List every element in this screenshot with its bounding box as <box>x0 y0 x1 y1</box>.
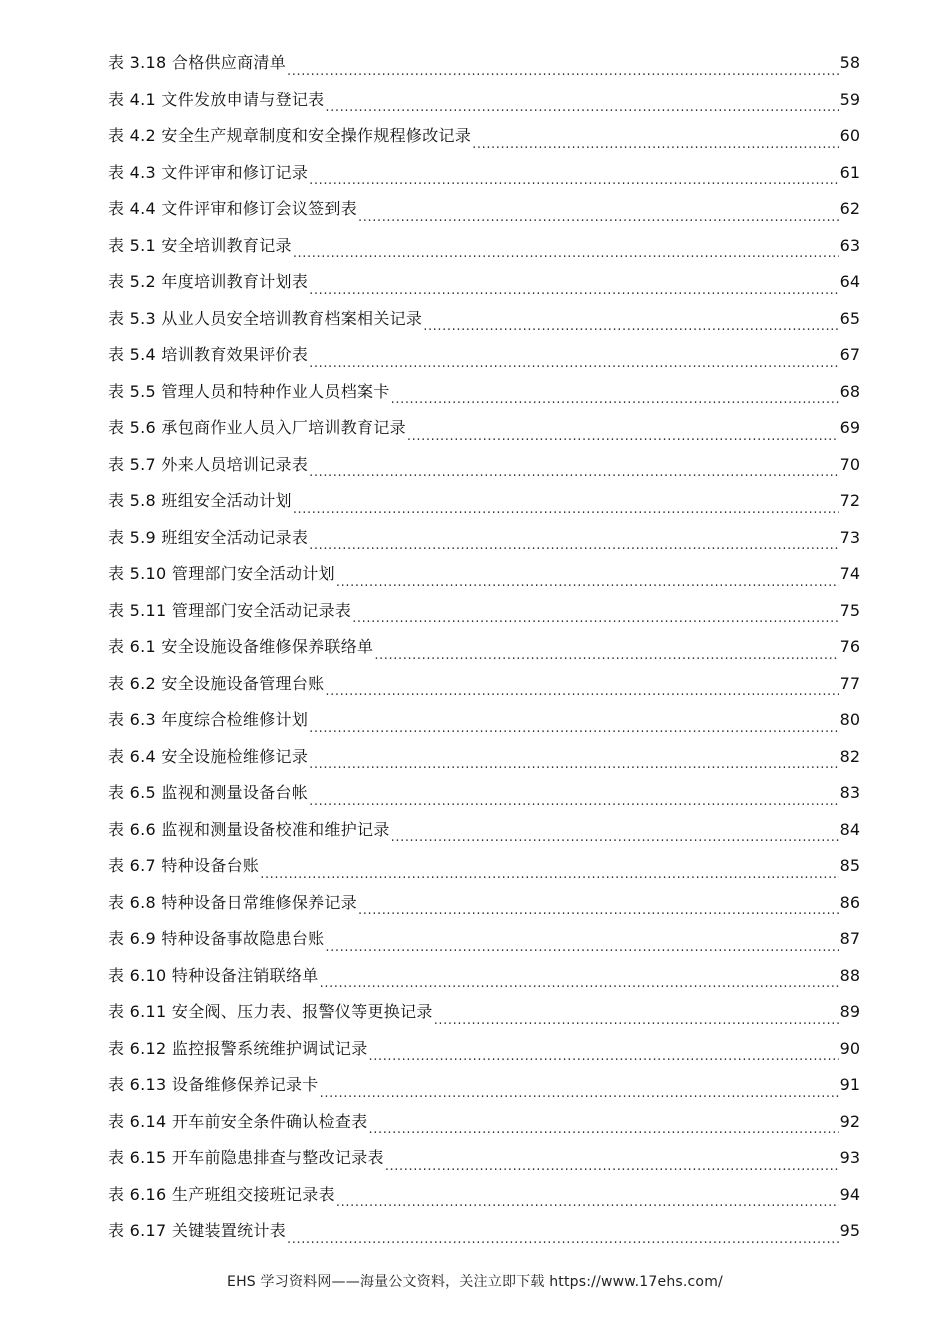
dot-leader <box>287 1213 839 1250</box>
dot-leader <box>325 921 838 958</box>
toc-page-number: 74 <box>839 564 860 583</box>
toc-entry-title: 表 6.6 监视和测量设备校准和维护记录 <box>108 819 390 839</box>
toc-page-number: 84 <box>839 819 860 839</box>
dot-leader <box>309 155 839 192</box>
toc-page-number: 77 <box>839 673 860 693</box>
toc-entry[interactable] <box>108 921 860 958</box>
toc-page-number: 82 <box>839 746 860 766</box>
toc-entry-title: 表 5.7 外来人员培训记录表 <box>108 454 309 474</box>
toc-entry[interactable] <box>108 958 860 995</box>
dot-leader <box>369 1031 839 1068</box>
dot-leader <box>358 885 839 922</box>
toc-entry-title: 表 4.2 安全生产规章制度和安全操作规程修改记录 <box>108 126 472 145</box>
dot-leader <box>309 702 839 739</box>
dot-leader <box>423 301 838 338</box>
toc-entry[interactable] <box>108 374 860 411</box>
toc-page-number: 92 <box>839 1111 860 1131</box>
toc-entry-title: 表 6.11 安全阀、压力表、报警仪等更换记录 <box>108 1002 433 1021</box>
toc-entry[interactable] <box>108 337 860 374</box>
toc-entry-title: 表 6.12 监控报警系统维护调试记录 <box>108 1038 368 1058</box>
toc-entry[interactable] <box>108 520 860 557</box>
toc-page-number: 70 <box>839 454 860 474</box>
toc-entry-title: 表 6.4 安全设施检维修记录 <box>108 746 309 766</box>
toc-page-number: 69 <box>839 418 860 437</box>
toc-entry-title: 表 6.2 安全设施设备管理台账 <box>108 673 325 693</box>
toc-page-number: 75 <box>839 600 860 620</box>
toc-entry[interactable] <box>108 410 860 447</box>
toc-page-number: 95 <box>839 1221 860 1240</box>
dot-leader <box>336 556 839 593</box>
toc-page-number: 89 <box>839 1002 860 1021</box>
toc-entry-title: 表 5.2 年度培训教育计划表 <box>108 272 309 291</box>
toc-page-number: 64 <box>839 272 860 291</box>
toc-page-number: 73 <box>839 527 860 547</box>
toc-entry[interactable] <box>108 629 860 666</box>
dot-leader <box>309 739 839 776</box>
toc-page-number: 76 <box>839 637 860 656</box>
toc-page-number: 67 <box>839 345 860 364</box>
dot-leader <box>407 410 839 447</box>
toc-page-number: 58 <box>839 53 860 72</box>
toc-page-number: 90 <box>839 1038 860 1058</box>
toc-entry[interactable] <box>108 45 860 82</box>
dot-leader <box>309 447 839 484</box>
toc-entry-title: 表 6.14 开车前安全条件确认检查表 <box>108 1111 368 1131</box>
toc-entry-title: 表 5.6 承包商作业人员入厂培训教育记录 <box>108 418 406 437</box>
toc-page-number: 87 <box>839 929 860 948</box>
toc-entry[interactable] <box>108 264 860 301</box>
toc-page-number: 62 <box>839 199 860 218</box>
toc-entry[interactable] <box>108 118 860 155</box>
dot-leader <box>391 374 839 411</box>
dot-leader <box>309 775 839 812</box>
toc-entry[interactable] <box>108 483 860 520</box>
toc-entry-title: 表 5.5 管理人员和特种作业人员档案卡 <box>108 381 390 401</box>
toc-entry[interactable] <box>108 1213 860 1250</box>
toc-page-number: 72 <box>839 491 860 510</box>
dot-leader <box>293 483 839 520</box>
dot-leader <box>472 118 839 155</box>
toc-page-number: 88 <box>839 965 860 985</box>
dot-leader <box>309 520 839 557</box>
toc-entry-title: 表 3.18 合格供应商清单 <box>108 53 286 72</box>
toc-entry-title: 表 6.3 年度综合检维修计划 <box>108 710 309 729</box>
dot-leader <box>369 1104 839 1141</box>
toc-entry-title: 表 6.9 特种设备事故隐患台账 <box>108 929 325 948</box>
toc-entry[interactable] <box>108 775 860 812</box>
dot-leader <box>374 629 838 666</box>
toc-page-number: 61 <box>839 162 860 182</box>
dot-leader <box>309 337 839 374</box>
toc-entry[interactable] <box>108 1031 860 1068</box>
toc-entry[interactable] <box>108 812 860 849</box>
toc-entry-title: 表 4.3 文件评审和修订记录 <box>108 162 309 182</box>
dot-leader <box>260 848 838 885</box>
toc-entry-title: 表 6.10 特种设备注销联络单 <box>108 965 319 985</box>
toc-entry[interactable] <box>108 848 860 885</box>
toc-entry[interactable] <box>108 1177 860 1214</box>
toc-page-number: 93 <box>839 1148 860 1167</box>
toc-entry-title: 表 6.16 生产班组交接班记录表 <box>108 1184 335 1204</box>
toc-entry[interactable] <box>108 739 860 776</box>
toc-page-number: 65 <box>839 308 860 328</box>
toc-entry-title: 表 6.15 开车前隐患排查与整改记录表 <box>108 1148 384 1167</box>
toc-entry[interactable] <box>108 1140 860 1177</box>
toc-entry[interactable] <box>108 702 860 739</box>
toc-entry-title: 表 5.9 班组安全活动记录表 <box>108 527 309 547</box>
toc-entry-title: 表 6.17 关键装置统计表 <box>108 1221 286 1240</box>
toc-entry-title: 表 6.5 监视和测量设备台帐 <box>108 783 309 802</box>
toc-page-number: 85 <box>839 856 860 875</box>
toc-entry-title: 表 4.4 文件评审和修订会议签到表 <box>108 199 358 218</box>
toc-entry[interactable] <box>108 82 860 119</box>
toc-entry[interactable] <box>108 447 860 484</box>
toc-entry-title: 表 6.7 特种设备台账 <box>108 856 260 875</box>
toc-entry-title: 表 5.4 培训教育效果评价表 <box>108 345 309 364</box>
toc-page-number: 91 <box>839 1075 860 1094</box>
toc-entry[interactable] <box>108 994 860 1031</box>
toc-entry-title: 表 5.10 管理部门安全活动计划 <box>108 564 335 583</box>
toc-page-number: 60 <box>839 126 860 145</box>
dot-leader <box>358 191 839 228</box>
dot-leader <box>325 82 838 119</box>
toc-entry[interactable] <box>108 1104 860 1141</box>
dot-leader <box>336 1177 839 1214</box>
dot-leader <box>287 45 839 82</box>
dot-leader <box>293 228 839 265</box>
toc-entry[interactable] <box>108 1067 860 1104</box>
toc-entry-title: 表 6.8 特种设备日常维修保养记录 <box>108 892 358 912</box>
toc-entry-title: 表 6.13 设备维修保养记录卡 <box>108 1075 319 1094</box>
toc-entry[interactable] <box>108 666 860 703</box>
dot-leader <box>434 994 839 1031</box>
dot-leader <box>385 1140 839 1177</box>
toc-entry-title: 表 5.8 班组安全活动计划 <box>108 491 292 510</box>
toc-entry[interactable] <box>108 191 860 228</box>
toc-page-number: 83 <box>839 783 860 802</box>
dot-leader <box>309 264 839 301</box>
toc-entry[interactable] <box>108 155 860 192</box>
dot-leader <box>352 593 838 630</box>
toc-entry-title: 表 4.1 文件发放申请与登记表 <box>108 89 325 109</box>
page-footer: EHS 学习资料网——海量公文资料，关注立即下载 https://www.17ehs.com/ <box>227 1274 723 1290</box>
dot-leader <box>391 812 839 849</box>
toc-page-number: 63 <box>839 235 860 255</box>
toc-entry-title: 表 5.11 管理部门安全活动记录表 <box>108 600 352 620</box>
toc-entry-title: 表 5.3 从业人员安全培训教育档案相关记录 <box>108 308 423 328</box>
toc-page-number: 68 <box>839 381 860 401</box>
toc-entry-title: 表 5.1 安全培训教育记录 <box>108 235 292 255</box>
toc-entry[interactable] <box>108 885 860 922</box>
table-of-contents <box>108 45 860 1250</box>
dot-leader <box>325 666 838 703</box>
toc-page-number: 80 <box>839 710 860 729</box>
toc-page-number: 59 <box>839 89 860 109</box>
toc-entry[interactable] <box>108 556 860 593</box>
dot-leader <box>320 1067 839 1104</box>
dot-leader <box>320 958 839 995</box>
toc-entry[interactable] <box>108 593 860 630</box>
toc-entry-title: 表 6.1 安全设施设备维修保养联络单 <box>108 637 374 656</box>
toc-entry[interactable] <box>108 228 860 265</box>
toc-page-number: 94 <box>839 1184 860 1204</box>
toc-page-number: 86 <box>839 892 860 912</box>
toc-entry[interactable] <box>108 301 860 338</box>
